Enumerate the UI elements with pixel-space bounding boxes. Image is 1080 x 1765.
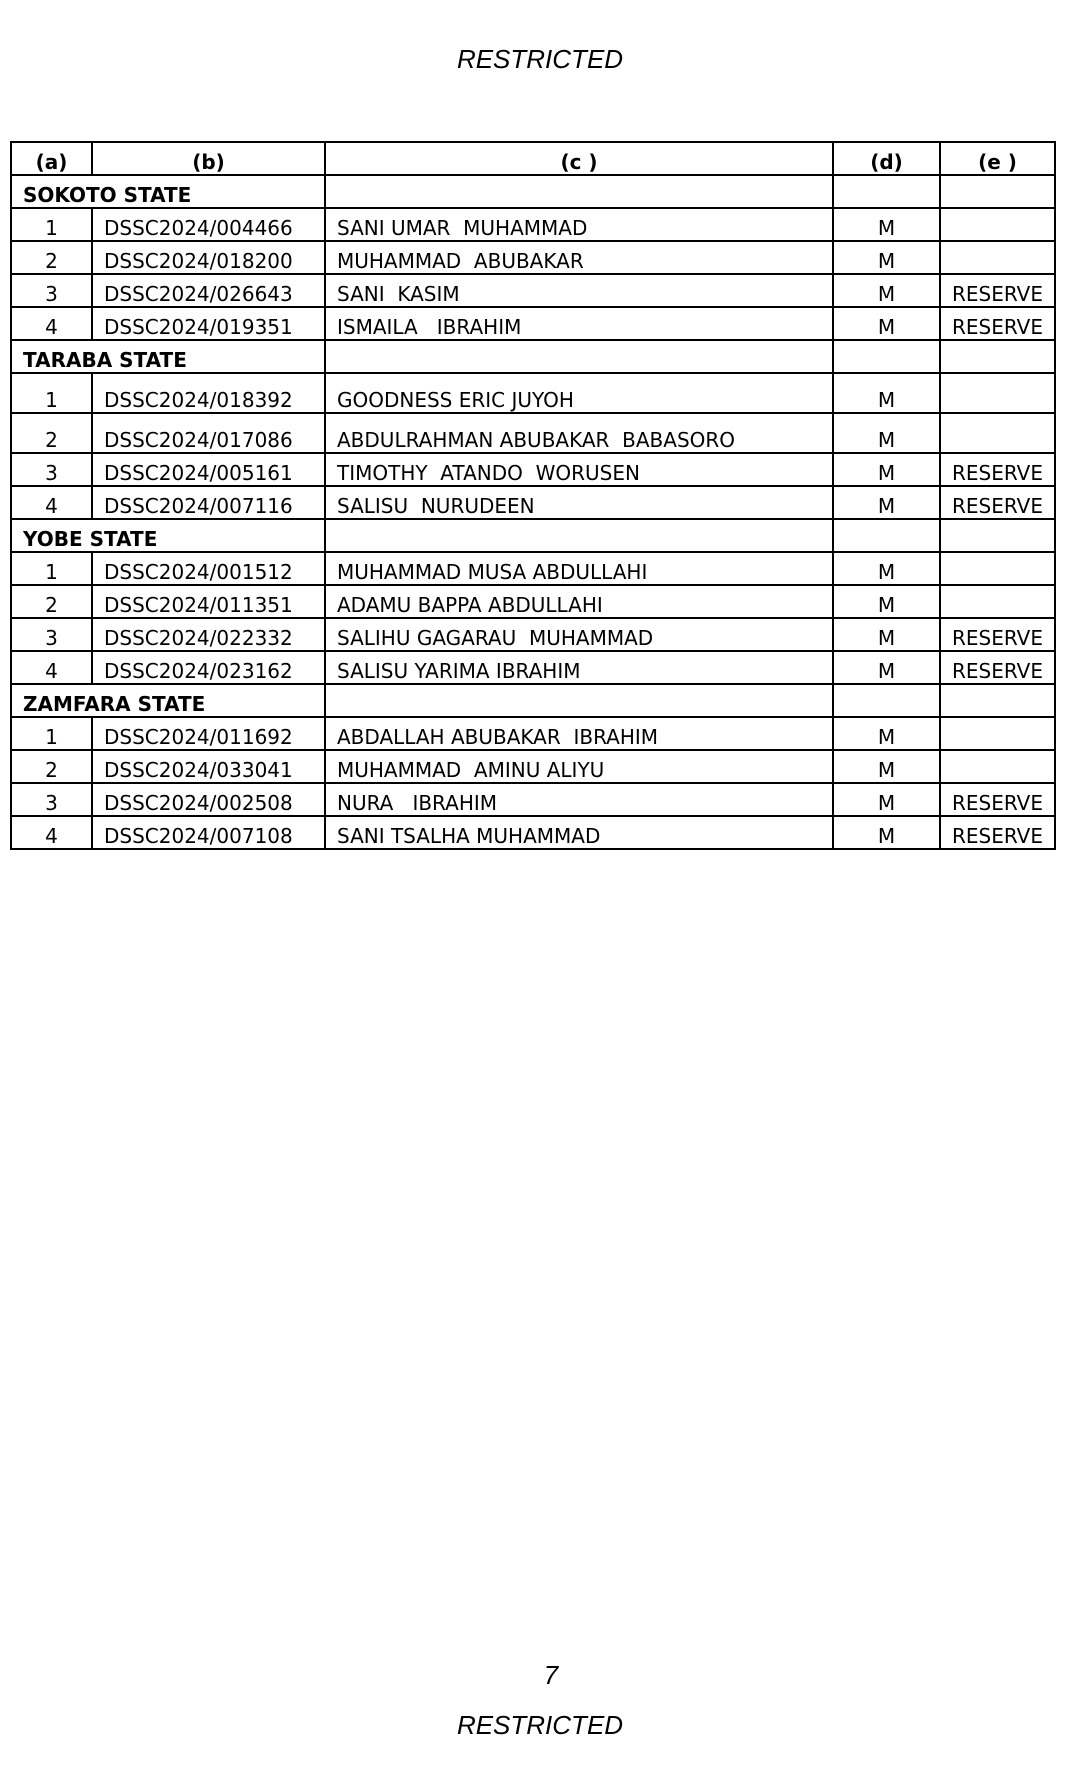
state-row (11, 340, 1055, 373)
table-row (11, 241, 1055, 274)
serial-number-cell: 4 (11, 816, 92, 849)
candidate-name-cell: TIMOTHY ATANDO WORUSEN (325, 453, 833, 486)
candidate-id-cell: DSSC2024/001512 (92, 552, 325, 585)
remark-cell (940, 552, 1055, 585)
remark-cell (940, 208, 1055, 241)
candidate-name-cell: ABDALLAH ABUBAKAR IBRAHIM (325, 717, 833, 750)
table-row (11, 307, 1055, 340)
state-row (11, 519, 1055, 552)
serial-number-cell: 2 (11, 750, 92, 783)
serial-number-cell: 4 (11, 651, 92, 684)
state-name: SOKOTO STATE (11, 175, 325, 208)
serial-number-cell: 1 (11, 208, 92, 241)
candidate-id-cell: DSSC2024/005161 (92, 453, 325, 486)
state-name: TARABA STATE (11, 340, 325, 373)
table-row (11, 816, 1055, 849)
empty-cell (833, 519, 940, 552)
column-header-b: (b) (92, 142, 325, 175)
column-header-a: (a) (11, 142, 92, 175)
remark-cell (940, 373, 1055, 413)
serial-number-cell: 1 (11, 717, 92, 750)
candidate-id-cell: DSSC2024/004466 (92, 208, 325, 241)
remark-cell: RESERVE (940, 783, 1055, 816)
serial-number-cell: 2 (11, 241, 92, 274)
sex-cell: M (833, 783, 940, 816)
remark-cell: RESERVE (940, 486, 1055, 519)
candidate-id-cell: DSSC2024/033041 (92, 750, 325, 783)
serial-number-cell: 3 (11, 274, 92, 307)
candidate-id-cell: DSSC2024/007116 (92, 486, 325, 519)
state-name: ZAMFARA STATE (11, 684, 325, 717)
candidate-id-cell: DSSC2024/017086 (92, 413, 325, 453)
empty-cell (833, 340, 940, 373)
empty-cell (940, 684, 1055, 717)
column-header-d: (d) (833, 142, 940, 175)
roster-body (11, 175, 1055, 849)
serial-number-cell: 2 (11, 585, 92, 618)
serial-number-cell: 3 (11, 453, 92, 486)
remark-cell (940, 413, 1055, 453)
remark-cell (940, 241, 1055, 274)
remark-cell: RESERVE (940, 618, 1055, 651)
candidate-name-cell: SALIHU GAGARAU MUHAMMAD (325, 618, 833, 651)
sex-cell: M (833, 618, 940, 651)
remark-cell: RESERVE (940, 307, 1055, 340)
sex-cell: M (833, 453, 940, 486)
candidate-id-cell: DSSC2024/018392 (92, 373, 325, 413)
table-row (11, 486, 1055, 519)
sex-cell: M (833, 241, 940, 274)
candidate-name-cell: MUHAMMAD ABUBAKAR (325, 241, 833, 274)
candidate-name-cell: SANI KASIM (325, 274, 833, 307)
sex-cell: M (833, 717, 940, 750)
sex-cell: M (833, 750, 940, 783)
serial-number-cell: 3 (11, 783, 92, 816)
sex-cell: M (833, 413, 940, 453)
table-row (11, 208, 1055, 241)
table-row (11, 453, 1055, 486)
candidate-id-cell: DSSC2024/023162 (92, 651, 325, 684)
table-row (11, 552, 1055, 585)
table-row (11, 274, 1055, 307)
table-row (11, 585, 1055, 618)
table-header-row (11, 142, 1055, 175)
candidate-name-cell: MUHAMMAD AMINU ALIYU (325, 750, 833, 783)
candidate-name-cell: NURA IBRAHIM (325, 783, 833, 816)
candidate-id-cell: DSSC2024/011692 (92, 717, 325, 750)
sex-cell: M (833, 585, 940, 618)
serial-number-cell: 4 (11, 486, 92, 519)
candidate-name-cell: GOODNESS ERIC JUYOH (325, 373, 833, 413)
footer-classification: RESTRICTED (456, 1710, 624, 1740)
serial-number-cell: 2 (11, 413, 92, 453)
sex-cell: M (833, 486, 940, 519)
candidate-name-cell: ABDULRAHMAN ABUBAKAR BABASORO (325, 413, 833, 453)
empty-cell (833, 684, 940, 717)
state-row (11, 684, 1055, 717)
empty-cell (325, 684, 833, 717)
sex-cell: M (833, 373, 940, 413)
remark-cell: RESERVE (940, 651, 1055, 684)
table-row (11, 373, 1055, 413)
remark-cell (940, 717, 1055, 750)
header-classification: RESTRICTED (456, 44, 624, 74)
candidate-id-cell: DSSC2024/002508 (92, 783, 325, 816)
sex-cell: M (833, 307, 940, 340)
empty-cell (325, 519, 833, 552)
serial-number-cell: 3 (11, 618, 92, 651)
candidate-id-cell: DSSC2024/019351 (92, 307, 325, 340)
empty-cell (940, 519, 1055, 552)
sex-cell: M (833, 208, 940, 241)
serial-number-cell: 4 (11, 307, 92, 340)
candidate-name-cell: SALISU YARIMA IBRAHIM (325, 651, 833, 684)
candidate-id-cell: DSSC2024/011351 (92, 585, 325, 618)
table-row (11, 717, 1055, 750)
candidate-id-cell: DSSC2024/007108 (92, 816, 325, 849)
table-row (11, 618, 1055, 651)
sex-cell: M (833, 651, 940, 684)
remark-cell: RESERVE (940, 453, 1055, 486)
sex-cell: M (833, 816, 940, 849)
remark-cell: RESERVE (940, 274, 1055, 307)
sex-cell: M (833, 274, 940, 307)
empty-cell (325, 340, 833, 373)
candidate-name-cell: MUHAMMAD MUSA ABDULLAHI (325, 552, 833, 585)
state-row (11, 175, 1055, 208)
table-row (11, 750, 1055, 783)
candidate-name-cell: SANI UMAR MUHAMMAD (325, 208, 833, 241)
candidate-name-cell: SALISU NURUDEEN (325, 486, 833, 519)
empty-cell (940, 340, 1055, 373)
empty-cell (325, 175, 833, 208)
table-row (11, 783, 1055, 816)
remark-cell: RESERVE (940, 816, 1055, 849)
state-name: YOBE STATE (11, 519, 325, 552)
empty-cell (940, 175, 1055, 208)
candidate-id-cell: DSSC2024/018200 (92, 241, 325, 274)
column-header-c: (c ) (325, 142, 833, 175)
serial-number-cell: 1 (11, 373, 92, 413)
sex-cell: M (833, 552, 940, 585)
remark-cell (940, 585, 1055, 618)
candidate-id-cell: DSSC2024/022332 (92, 618, 325, 651)
table-row (11, 413, 1055, 453)
serial-number-cell: 1 (11, 552, 92, 585)
candidate-name-cell: ISMAILA IBRAHIM (325, 307, 833, 340)
column-header-e: (e ) (940, 142, 1055, 175)
page-number: 7 (543, 1660, 559, 1690)
remark-cell (940, 750, 1055, 783)
roster-table (10, 141, 1056, 850)
candidate-name-cell: ADAMU BAPPA ABDULLAHI (325, 585, 833, 618)
candidate-name-cell: SANI TSALHA MUHAMMAD (325, 816, 833, 849)
table-row (11, 651, 1055, 684)
empty-cell (833, 175, 940, 208)
candidate-id-cell: DSSC2024/026643 (92, 274, 325, 307)
